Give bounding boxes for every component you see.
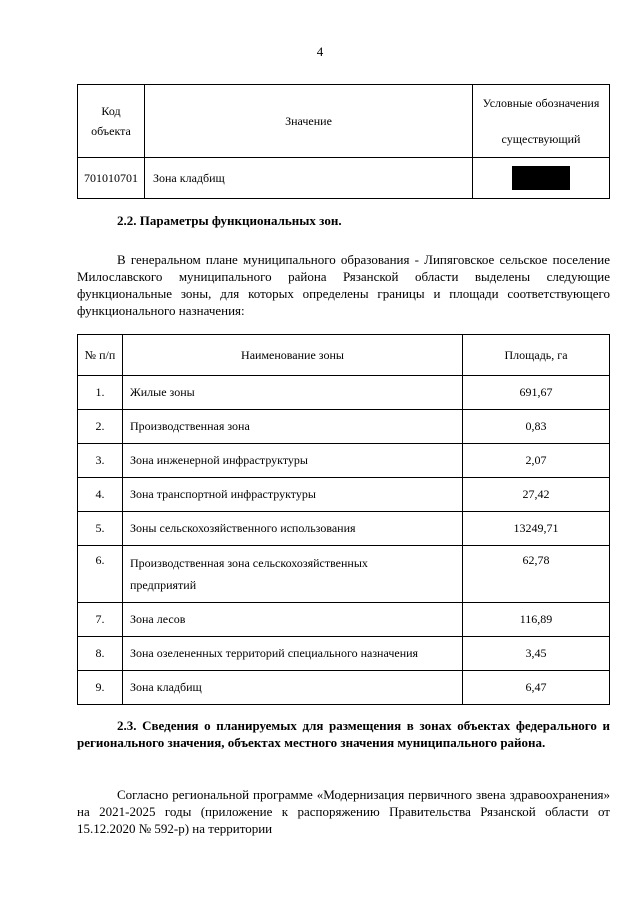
legend-swatch xyxy=(512,166,570,190)
page-number: 4 xyxy=(316,44,324,59)
zone-name: Зона лесов xyxy=(123,603,463,637)
zone-num: 8. xyxy=(78,637,123,671)
zone-name-line2: предприятий xyxy=(130,578,197,592)
zone-name: Зона транспортной инфраструктуры xyxy=(123,478,463,512)
table-row xyxy=(78,637,610,671)
zone-num: 4. xyxy=(78,478,123,512)
zone-name: Зона озелененных территорий специального назначения xyxy=(123,637,463,671)
zone-area: 691,67 xyxy=(463,376,610,410)
zone-area: 13249,71 xyxy=(463,512,610,546)
section-2-3-paragraph: Согласно региональной программе «Модернизация первичного звена здравоохранения» на 2021-2025 годы (приложение к распоряжению Правительства Рязанской области от 15.12.2020 № 592-р) на территории xyxy=(77,787,610,836)
zone-area: 6,47 xyxy=(463,671,610,705)
legend-header xyxy=(473,85,610,158)
object-code: 701010701 xyxy=(78,158,145,199)
zone-area: 62,78 xyxy=(463,546,610,603)
zone-area: 27,42 xyxy=(463,478,610,512)
zone-name: Зоны сельскохозяйственного использования xyxy=(123,512,463,546)
value-header: Значение xyxy=(145,85,473,158)
section-2-2-heading: 2.2. Параметры функциональных зон. xyxy=(117,213,342,228)
zone-num: 1. xyxy=(78,376,123,410)
num-header: № п/п xyxy=(78,335,123,376)
zones-table-header xyxy=(78,335,610,376)
zone-name-line1: Производственная зона сельскохозяйственных xyxy=(130,556,368,570)
zone-name: Зона инженерной инфраструктуры xyxy=(123,444,463,478)
zone-num: 2. xyxy=(78,410,123,444)
zone-name: Жилые зоны xyxy=(123,376,463,410)
zone-num: 5. xyxy=(78,512,123,546)
zone-num: 7. xyxy=(78,603,123,637)
table-row xyxy=(78,444,610,478)
zone-area: 116,89 xyxy=(463,603,610,637)
section-2-3-heading: 2.3. Сведения о планируемых для размещения в зонах объектах федерального и регионального значения, объектах местного значения муниципального района. xyxy=(77,718,610,750)
table-row xyxy=(78,478,610,512)
zone-num: 9. xyxy=(78,671,123,705)
table-header-row xyxy=(78,85,610,158)
code-header-line2: объекта xyxy=(91,124,131,138)
legend-header-line2: существующий xyxy=(501,132,581,146)
code-header xyxy=(78,85,145,158)
code-header-line1: Код xyxy=(101,104,121,118)
section-2-2-paragraph: В генеральном плане муниципального образования - Липяговское сельское поселение Милославского муниципального района Рязанской области выделены следующие функциональные зоны, для которых определены границы и площади соответствующего функционального назначения: xyxy=(77,252,610,318)
zone-num: 3. xyxy=(78,444,123,478)
zone-num: 6. xyxy=(78,546,123,603)
zone-name-header: Наименование зоны xyxy=(123,335,463,376)
zone-area: 3,45 xyxy=(463,637,610,671)
legend-header-line1: Условные обозначения xyxy=(482,96,600,110)
table-row xyxy=(78,376,610,410)
table-row xyxy=(78,546,610,603)
object-value: Зона кладбищ xyxy=(145,158,473,199)
zone-name: Производственная зона xyxy=(123,410,463,444)
table-row xyxy=(78,512,610,546)
zone-name: Зона кладбищ xyxy=(123,671,463,705)
zone-name xyxy=(123,546,463,603)
table-row xyxy=(78,671,610,705)
zone-area: 0,83 xyxy=(463,410,610,444)
table-row xyxy=(78,603,610,637)
zones-table xyxy=(77,334,610,705)
zone-area: 2,07 xyxy=(463,444,610,478)
table-row xyxy=(78,158,610,199)
object-code-table xyxy=(77,84,610,199)
legend-cell xyxy=(473,158,610,199)
table-row xyxy=(78,410,610,444)
area-header: Площадь, га xyxy=(463,335,610,376)
